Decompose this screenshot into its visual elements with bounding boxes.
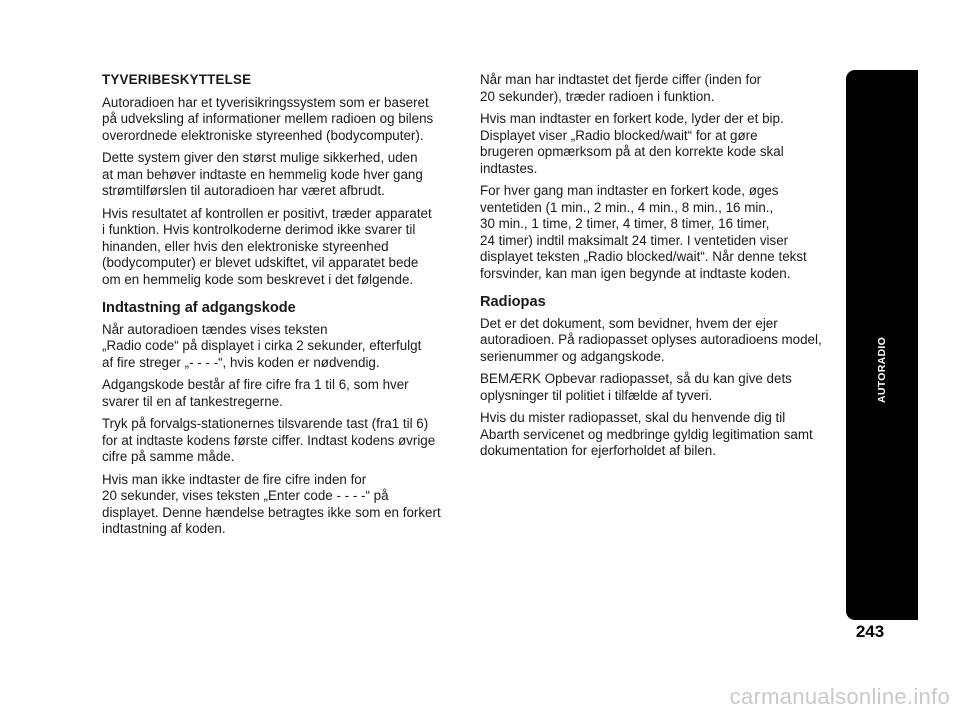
text-line: Displayet viser „Radio blocked/wait“ for at gøre <box>480 127 758 143</box>
text-line: om en hemmelig kode som beskrevet i det følgende. <box>102 271 414 287</box>
text-line: Det er det dokument, som bevidner, hvem der ejer <box>480 315 778 331</box>
paragraph <box>102 206 462 289</box>
text-line: 30 min., 1 time, 2 timer, 4 timer, 8 timer, 16 timer, <box>480 216 770 231</box>
text-line: at man behøver indtaste en hemmelig kode hver gang <box>102 166 423 182</box>
right-column <box>480 72 835 466</box>
text-line: Når autoradioen tændes vises teksten <box>102 321 328 337</box>
subsection-heading: Indtastning af adgangskode <box>102 300 296 316</box>
paragraph <box>480 316 835 366</box>
text-line: displayet. Denne hændelse betragtes ikke som en forkert <box>102 504 441 520</box>
text-line: svarer til en af tankestregerne. <box>102 393 283 409</box>
paragraph <box>480 72 835 105</box>
paragraph <box>480 111 835 177</box>
text-line: Adgangskode består af fire cifre fra 1 til 6, som hver <box>102 377 409 392</box>
text-line: forsvinder, kan man igen begynde at indtaste koden. <box>480 265 791 281</box>
page-number: 243 <box>855 622 885 641</box>
paragraph <box>102 472 462 538</box>
text-line: displayet teksten „Radio blocked/wait“. Når denne tekst <box>480 249 807 264</box>
text-line: „Radio code“ på displayet i cirka 2 sekunder, efterfulgt <box>102 338 422 353</box>
text-line: oplysninger til politiet i tilfælde af tyveri. <box>480 387 713 403</box>
text-line: indtastning af koden. <box>102 521 226 536</box>
text-line: For hver gang man indtaster en forkert kode, øges <box>480 183 779 198</box>
section-heading: TYVERIBESKYTTELSE <box>102 72 252 87</box>
text-line: Hvis man indtaster en forkert kode, lyder der et bip. <box>480 111 784 126</box>
text-line: Abarth servicenet og medbringe gyldig legitimation samt <box>480 426 813 442</box>
text-line: (bodycomputer) er blevet udskiftet, vil apparatet bede <box>102 255 419 270</box>
paragraph <box>102 377 462 410</box>
paragraph <box>102 322 462 372</box>
text-line: strømtilførslen til autoradioen har været afbrudt. <box>102 183 385 198</box>
text-line: på udveksling af informationer mellem radioen og bilens <box>102 111 434 126</box>
text-line: brugeren opmærksom på at den korrekte kode skal <box>480 144 784 159</box>
section-tab-label: AUTORADIO <box>876 336 888 404</box>
paragraph <box>480 183 835 282</box>
paragraph <box>480 371 835 404</box>
text-line: Hvis du mister radiopasset, skal du henvende dig til <box>480 410 786 425</box>
text-line: Autoradioen har et tyverisikringssystem som er baseret <box>102 94 429 110</box>
watermark: carmanualsonline.info <box>729 684 950 709</box>
text-line: dokumentation for ejerforholdet af bilen. <box>480 443 716 458</box>
text-line: Når man har indtastet det fjerde ciffer (inden for <box>480 72 762 87</box>
paragraph <box>102 416 462 466</box>
subsection-heading: Radiopas <box>480 294 546 310</box>
text-line: af fire streger „- - - -“, hvis koden er nødvendig. <box>102 354 380 370</box>
text-line: indtastes. <box>480 160 538 176</box>
section-tab <box>846 70 918 620</box>
text-line: i funktion. Hvis kontrolkoderne derimod ikke svarer til <box>102 222 416 237</box>
text-line: Hvis resultatet af kontrollen er positivt, træder apparatet <box>102 205 432 221</box>
text-line: for at indtaste kodens første ciffer. Indtast kodens øvrige <box>102 432 436 448</box>
text-line: serienummer og adgangskode. <box>480 348 665 364</box>
text-line: 20 sekunder, vises teksten „Enter code - - - -“ på <box>102 488 389 503</box>
paragraph <box>102 150 462 200</box>
left-column <box>102 66 462 544</box>
text-line: cifre på samme måde. <box>102 449 235 464</box>
text-line: Dette system giver den størst mulige sikkerhed, uden <box>102 150 418 165</box>
text-line: autoradioen. På radiopasset oplyses autoradioens model, <box>480 332 822 347</box>
text-line: ventetiden (1 min., 2 min., 4 min., 8 min., 16 min., <box>480 199 774 215</box>
text-line: Tryk på forvalgs-stationernes tilsvarende tast (fra1 til 6) <box>102 416 429 431</box>
paragraph <box>102 95 462 145</box>
text-line: BEMÆRK Opbevar radiopasset, så du kan give dets <box>480 371 792 386</box>
text-line: 20 sekunder), træder radioen i funktion. <box>480 88 715 104</box>
text-line: hinanden, eller hvis den elektroniske styreenhed <box>102 238 389 254</box>
text-line: overordnede elektroniske styreenhed (bodycomputer). <box>102 127 424 143</box>
text-line: 24 timer) indtil maksimalt 24 timer. I ventetiden viser <box>480 232 789 248</box>
text-line: Hvis man ikke indtaster de fire cifre inden for <box>102 471 367 487</box>
paragraph <box>480 410 835 460</box>
